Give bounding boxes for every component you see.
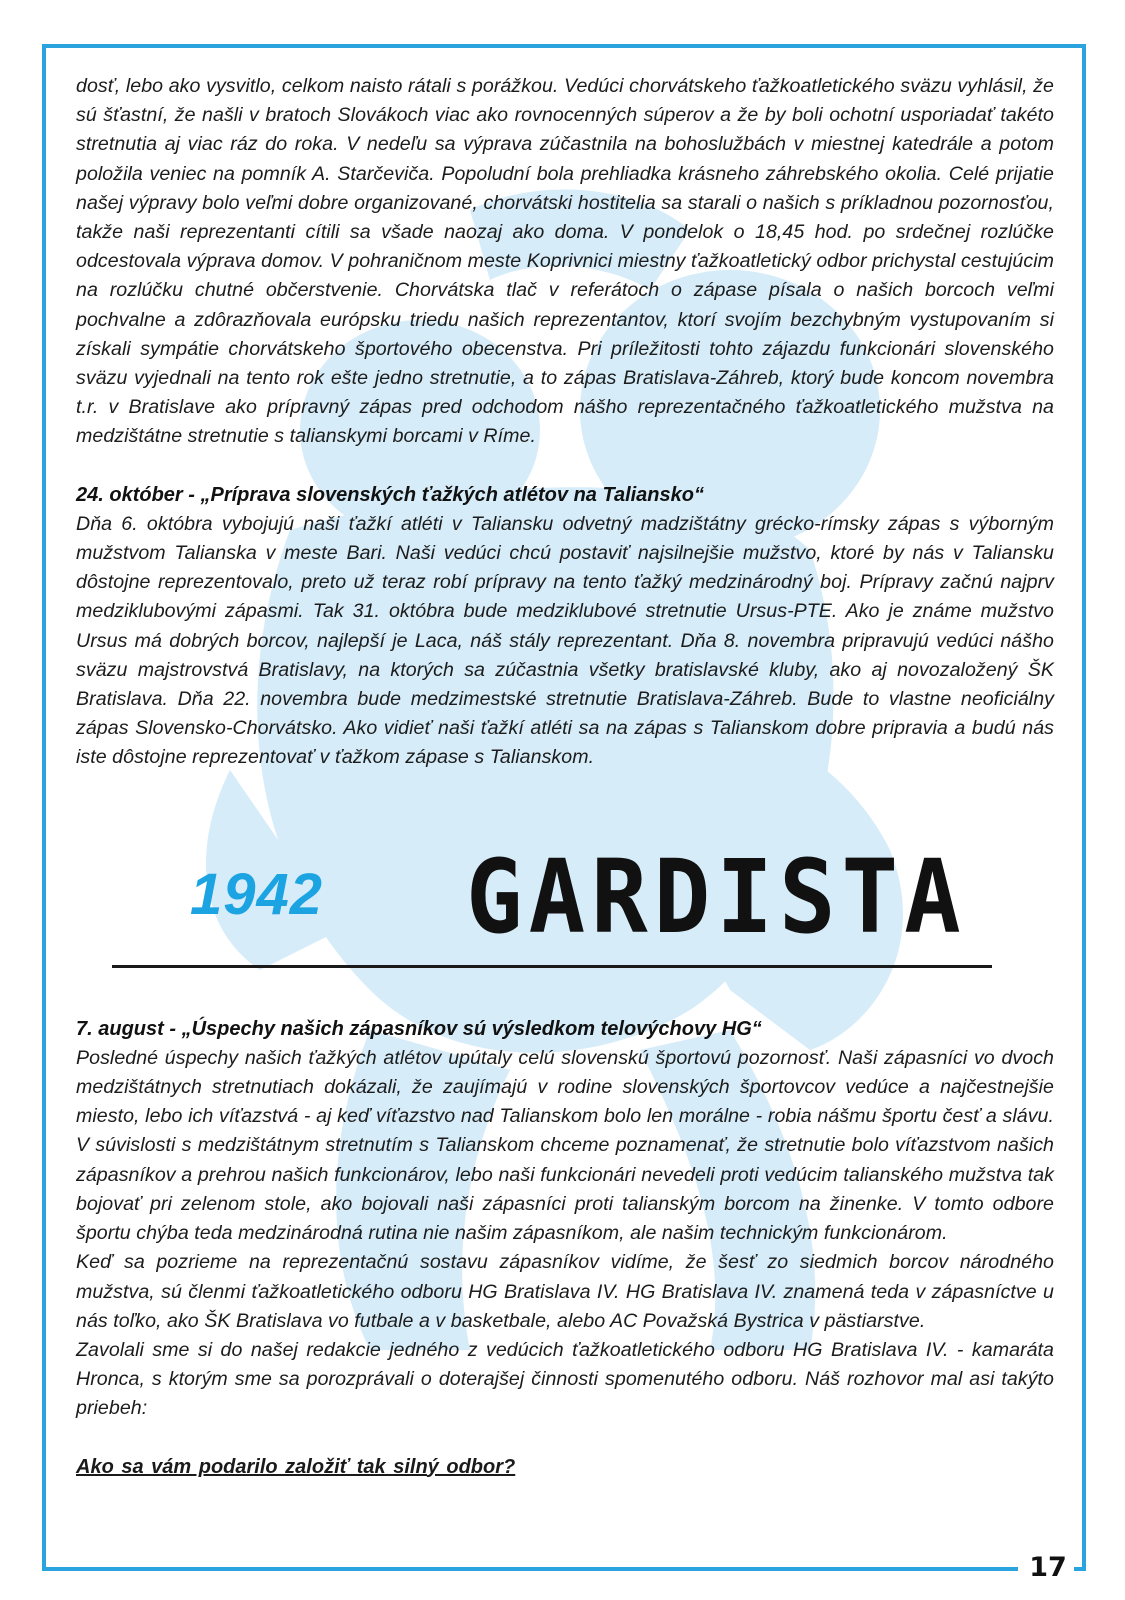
article-october-heading: 24. október - „Príprava slovenských ťažkých atlétov na Taliansko“ [76,483,704,506]
page-frame-bottom-rule [42,1567,1018,1571]
article-august-heading: 7. august - „Úspechy našich zápasníkov sú výsledkom telovýchovy HG“ [76,1017,762,1040]
page-number: 17 [1024,1550,1072,1586]
article-august-paragraph-3: Zavolali sme si do našej redakcie jedného z vedúcich ťažkoatletického odboru HG Bratislava IV. - kamaráta Hronca, s ktorým sme sa porozprávali o doterajšej činnosti spomenutého odboru. Náš rozhovor mal asi takýto priebeh: [76,1338,1054,1420]
page-frame-bottom-rule-end [1074,1567,1086,1571]
masthead-newspaper-title: GARDISTA [466,838,967,957]
article-intro-text: dosť, lebo ako vysvitlo, celkom naisto rátali s porážkou. Vedúci chorvátskeho ťažkoatletického sväzu vyhlásil, že sú šťastní, že našli v bratoch Slovákoch viac ako rovnocenných súperov a že by boli ochotní usporiadať takéto stretnutia aj viac ráz do roka. V nedeľu sa výprava zúčastnila na bohoslužbách v miestnej katedrále a potom položila veniec na pomník A. Starčeviča. Popoludní bola prehliadka krásneho záhrebského okolia. Celé prijatie našej výpravy bolo veľmi dobre organizované, chorvátski hostitelia sa starali o našich s príkladnou pozornosťou, takže naši reprezentanti cítili sa všade naozaj ako doma. V pondelok o 18,45 hod. po srdečnej rozlúčke odcestovala výprava domov. V pohraničnom meste Koprivnici miestny ťažkoatletický odbor prichystal cestujúcim na rozlúčku chutné občerstvenie. Chorvátska tlač v referátoch o zápase písala o našich borcoch veľmi pochvalne a zdôrazňovala európsku triedu našich reprezentantov, ktorí svojím bezchybným vystupovaním si získali sympátie chorvátskeho športového obecenstva. Pri príležitosti tohto zájazdu funkcionári slovenského sväzu vyjednali na tento rok ešte jedno stretnutie, a to zápas Bratislava-Záhreb, ktorý bude koncom novembra t.r. v Bratislave ako prípravný zápas pred odchodom nášho reprezentačného ťažkoatletického mužstva na medzištátne stretnutie s talianskymi borcami v Ríme. [76,75,1054,448]
article-august-paragraph-2: Keď sa pozrieme na reprezentačnú sostavu zápasníkov vidíme, že šesť zo siedmich borcov národného mužstva, sú členmi ťažkoatletického odboru HG Bratislava IV. HG Bratislava IV. znamená teda v zápasníctve u nás toľko, ako ŠK Bratislava vo futbale a v basketbale, alebo AC Považská Bystrica v pästiarstve. [76,1251,1054,1332]
spacer [76,452,1054,481]
article-august-paragraph-1: Posledné úspechy našich ťažkých atlétov upútaly celú slovenskú športovú pozornosť. Naši zápasníci vo dvoch medzištátnych stretnutiach dokázali, že zaujímajú v rodine slovenských športovcov vedúce a najčestnejšie miesto, lebo ich víťazstvá - aj keď víťazstvo nad Talianskom bolo len morálne - robia nášmu športu česť a slávu. V súvislosti s medzištátnym stretnutím s Talianskom chceme poznamenať, že stretnutie bolo víťazstvom našich zápasníkov a prehrou našich funkcionárov, lebo naši funkcionári nevedeli proti vedúcim talianského mužstva tak bojovať pri zelenom stole, ako bojovali naši zápasníci proti talianským borcom na žinenke. V tomto odbore športu chýba teda medzinárodná rutina nie našim zápasníkom, ale našim technickým funkcionárom. [76,1046,1054,1245]
article-october-text: Dňa 6. októbra vybojujú naši ťažkí atléti v Taliansku odvetný madzištátny grécko-rímsky zápas s výborným mužstvom Talianska v meste Bari. Naši vedúci chcú postaviť najsilnejšie mužstvo, ktoré by nás v Taliansku dôstojne reprezentovalo, preto už teraz robí prípravy na tento ťažký medzinárodný boj. Prípravy začnú najprv medziklubovými zápasmi. Tak 31. októbra bude medziklubové stretnutie Ursus-PTE. Ako je známe mužstvo Ursus má dobrých borcov, najlepší je Laca, náš stály reprezentant. Dňa 8. novembra pripravujú vedúci nášho sväzu majstrovstvá Bratislavy, na ktorých sa zúčastnia všetky bratislavské kluby, ako aj novozaložený ŠK Bratislava. Dňa 22. novembra bude medzimestské stretnutie Bratislava-Záhreb. Bude to vlastne neoficiálny zápas Slovensko-Chorvátsko. Ako vidieť naši ťažkí atléti sa na zápas s Talianskom dobre pripravia a budú nás iste dôstojne reprezentovať v ťažkom zápase s Talianskom. [76,512,1054,769]
spacer [76,1424,1054,1453]
page-content [76,72,1054,1482]
masthead-divider [112,965,992,968]
interview-question: Ako sa vám podarilo založiť tak silný odbor? [76,1455,516,1478]
masthead-year: 1942 [190,861,324,927]
newspaper-masthead [76,825,1054,1015]
